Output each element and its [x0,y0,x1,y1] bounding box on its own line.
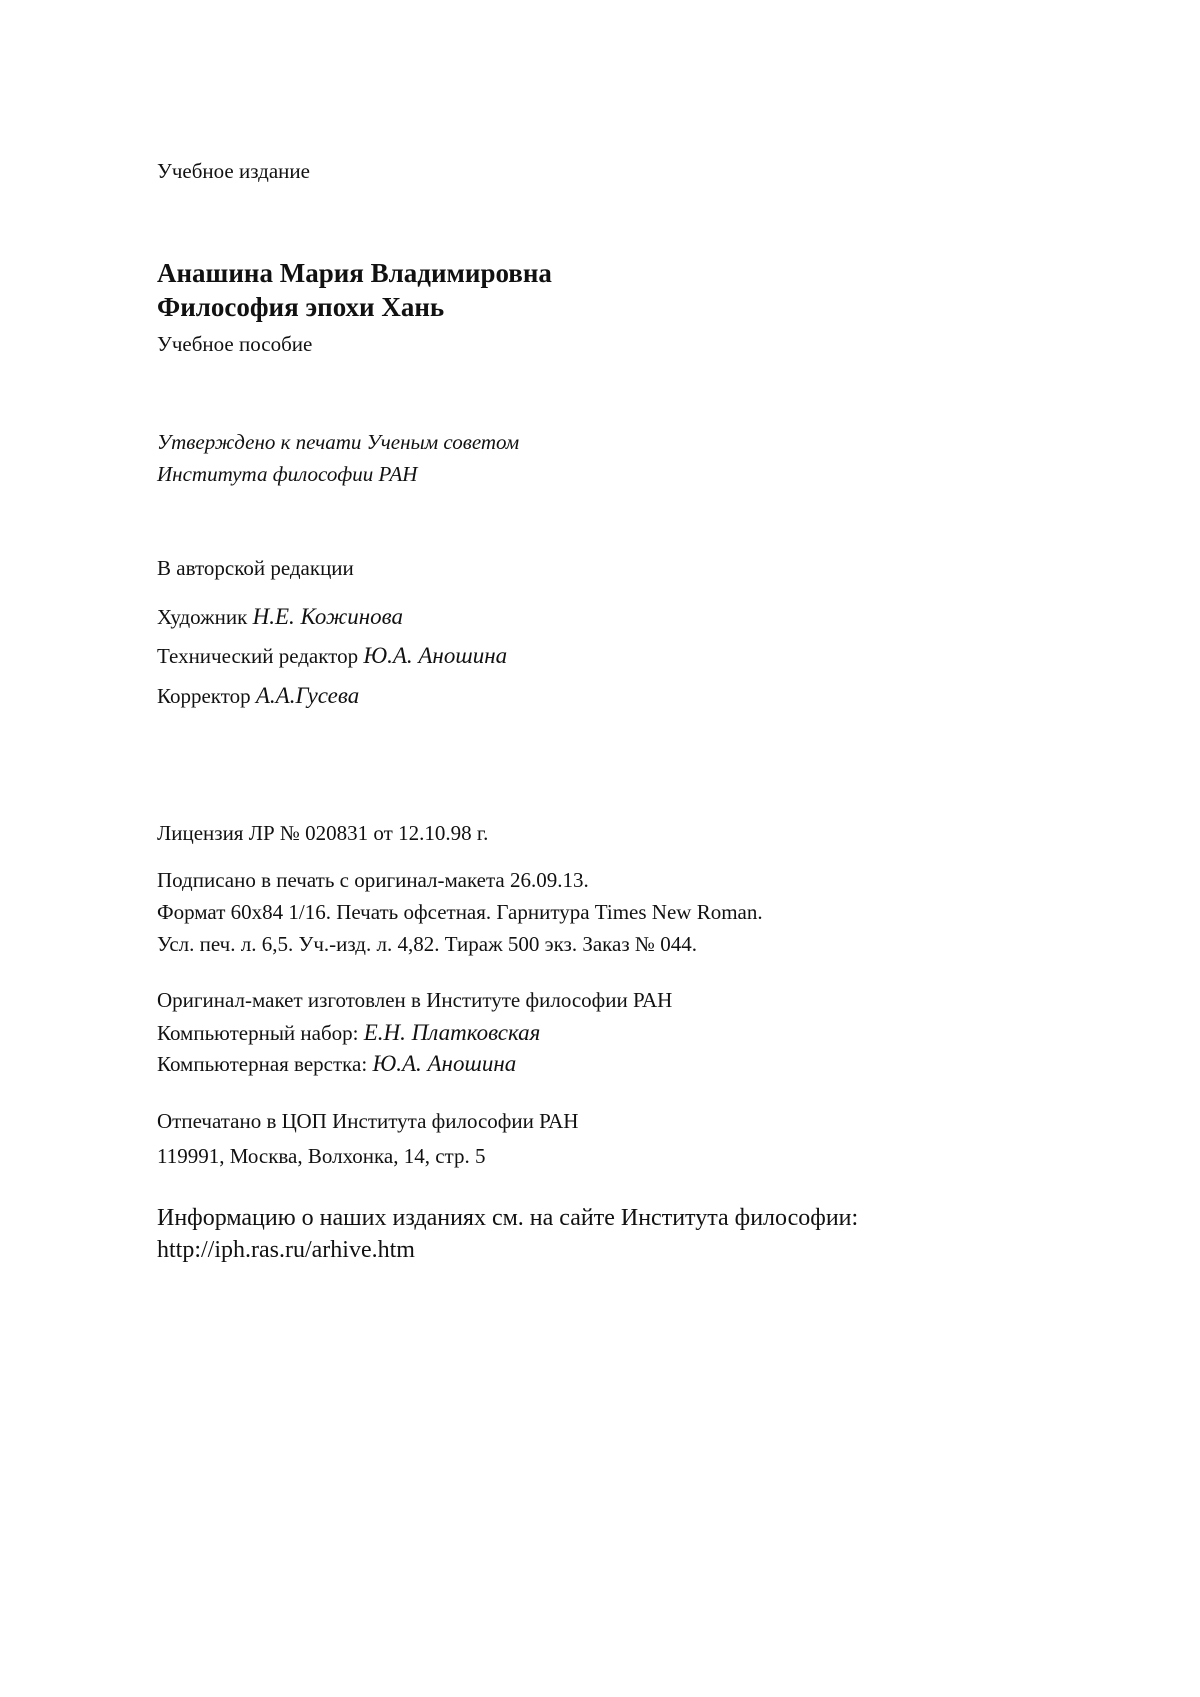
credit-name: Ю.А. Аношина [363,643,508,668]
redaction-note: В авторской редакции [157,556,354,580]
printed-at: Отпечатано в ЦОП Института философии РАН [157,1109,579,1133]
typing-name: Е.Н. Платковская [363,1020,541,1045]
approval-line-2: Института философии РАН [157,462,418,486]
license-line: Лицензия ЛР № 020831 от 12.10.98 г. [157,821,489,845]
credit-corrector [157,684,359,707]
book-type: Учебное пособие [157,332,313,356]
print-volume: Усл. печ. л. 6,5. Уч.-изд. л. 4,82. Тираж 500 экз. Заказ № 044. [157,932,697,956]
info-text: Информацию о наших изданиях см. на сайте Института философии: [157,1205,859,1231]
credit-name: Н.Е. Кожинова [252,604,403,629]
info-url[interactable]: http://iph.ras.ru/arhive.htm [157,1237,415,1263]
credit-name: А.А.Гусева [255,683,360,708]
credit-role: Технический редактор [157,644,359,668]
credit-artist [157,605,403,628]
author-name: Анашина Мария Владимировна [157,258,552,288]
layout-label: Компьютерная верстка: [157,1052,368,1076]
print-format: Формат 60x84 1/16. Печать офсетная. Гарнитура Times New Roman. [157,900,763,924]
print-signed: Подписано в печать с оригинал-макета 26.09.13. [157,868,589,892]
printed-address: 119991, Москва, Волхонка, 14, стр. 5 [157,1144,486,1168]
edition-type: Учебное издание [157,159,310,183]
book-title: Философия эпохи Хань [157,292,445,322]
approval-line-1: Утверждено к печати Ученым советом [157,430,520,454]
layout-credit [157,1052,516,1075]
typing-label: Компьютерный набор: [157,1021,359,1045]
credit-tech-editor [157,644,507,667]
typing-credit [157,1021,540,1044]
credit-role: Корректор [157,684,251,708]
layout-name: Ю.А. Аношина [372,1051,517,1076]
layout-made: Оригинал-макет изготовлен в Институте философии РАН [157,988,673,1012]
credit-role: Художник [157,605,248,629]
